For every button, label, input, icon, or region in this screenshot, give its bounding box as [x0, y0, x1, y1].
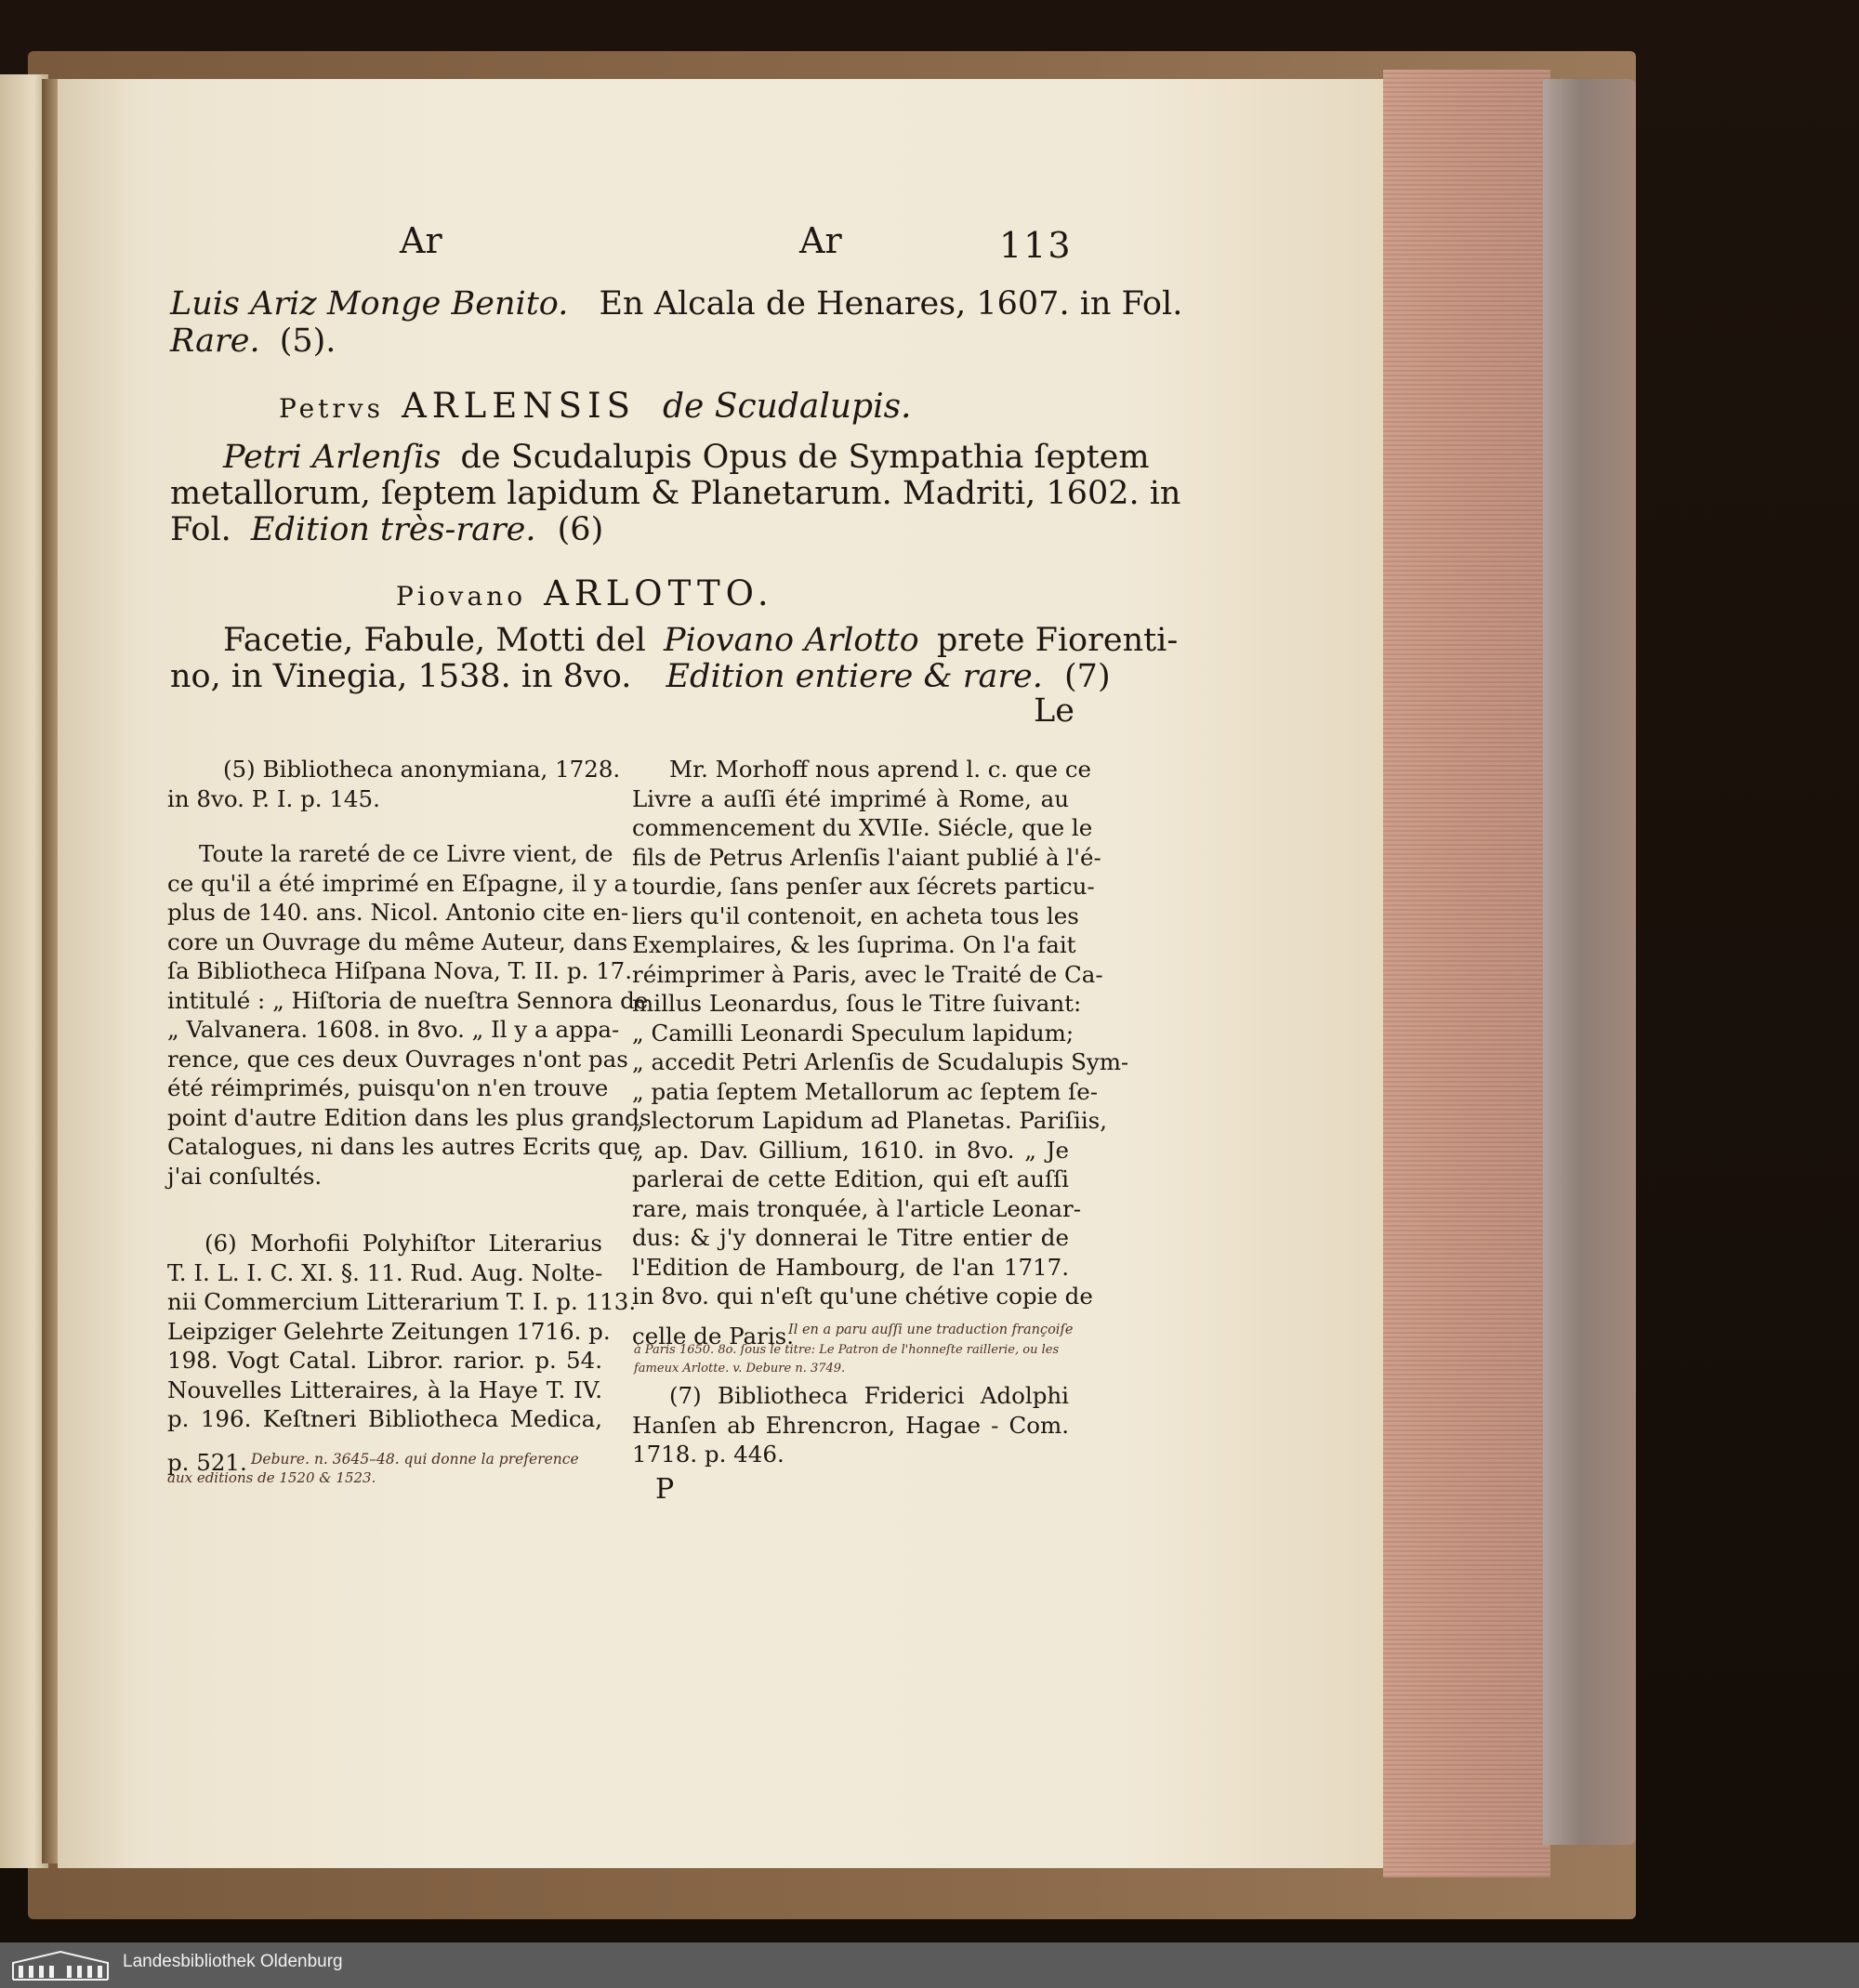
note6-line: 198. Vogt Catal. Libror. rarior. p. 54.: [167, 1347, 602, 1374]
heading-arlotto: ARLOTTO.: [544, 573, 774, 613]
entry1-note-ref: (6): [557, 511, 604, 548]
note5-comm-line: Catalogues, ni dans les autres Ecrits que: [167, 1133, 641, 1160]
entry2-note-ref: (7): [1064, 658, 1111, 695]
note5-commentary: [167, 840, 652, 1190]
entry1-line-3: [170, 511, 604, 548]
entry2-rarity: Edition entiere & rare.: [666, 658, 1043, 695]
heading-arlensis: ARLENSIS: [402, 386, 636, 426]
running-head-left: Ar: [400, 220, 442, 261]
right-comm-line: l'Edition de Hambourg, de l'an 1717.: [632, 1253, 1069, 1281]
right-comm-line: réimprimer à Paris, avec le Traité de Ca-: [632, 960, 1103, 988]
right-comm-last-line: celle de Paris.: [632, 1323, 795, 1349]
intro-line-1: [170, 285, 1183, 323]
note5-comm-line: point d'autre Edition dans les plus grands: [167, 1103, 652, 1131]
entry1-fol: Fol.: [170, 511, 231, 548]
note7-line: 1718. p. 446.: [632, 1441, 784, 1468]
back-board: [1543, 79, 1636, 1845]
intro-author: Luis Ariz Monge Benito.: [170, 285, 569, 323]
handwritten-note-left-b: aux editions de 1520 & 1523.: [167, 1469, 376, 1486]
note5-comm-line: j'ai conſultés.: [167, 1162, 323, 1190]
note5-comm-line: plus de 140. ans. Nicol. Antonio cite en-: [167, 899, 629, 926]
note6-last-line: p. 521.: [167, 1449, 247, 1476]
handwritten-note-right-c: fameux Arlotte. v. Debure n. 3749.: [634, 1362, 846, 1376]
note7-line: Hanſen ab Ehrencron, Hagae - Com.: [632, 1411, 1069, 1439]
heading-de-scudalupis: de Scudalupis.: [663, 388, 912, 426]
heading-piovano-arlotto: [396, 573, 774, 613]
library-name: Landesbibliothek Oldenburg: [123, 1952, 343, 1971]
right-comm-line: in 8vo. qui n'eſt qu'une chétive copie de: [632, 1283, 1093, 1310]
entry2-title-cont: prete Fiorenti-: [936, 622, 1179, 659]
intro-note-ref: (5).: [279, 323, 336, 360]
heading-petrus-arlensis: [279, 388, 912, 424]
heading-petrus: Petrvs: [279, 393, 384, 424]
note6-line: Leipziger Gelehrte Zeitungen 1716. p.: [167, 1317, 611, 1345]
note6-line: T. I. L. I. C. XI. §. 11. Rud. Aug. Nolte-: [167, 1258, 603, 1286]
note5-comm-line: été réimprimés, puisqu'on n'en trouve: [167, 1074, 609, 1101]
note5-comm-line: ſa Bibliotheca Hiſpana Nova, T. II. p. 17.: [167, 957, 633, 984]
intro-rare: Rare.: [170, 323, 260, 360]
right-comm-line: Exemplaires, & les ſuprima. On l'a fait: [632, 931, 1076, 958]
right-comm-line: parlerai de cette Edition, qui eſt auſſi: [632, 1165, 1069, 1192]
heading-piovano: Piovano: [396, 581, 527, 612]
right-comm-line: „ ap. Dav. Gillium, 1610. in 8vo. „ Je: [632, 1136, 1069, 1164]
right-comm-line: rare, mais tronquée, à l'article Leonar-: [632, 1194, 1081, 1222]
note5-comm-line: intitulé : „ Hiſtoria de nueſtra Sennora de: [167, 986, 649, 1014]
entry1-author: Petri Arlenſis: [223, 439, 442, 476]
note5-line-1: (5) Bibliotheca anonymiana, 1728.: [223, 756, 621, 783]
entry2-title: Facetie, Fabule, Motti del: [223, 622, 646, 659]
note6-line: Nouvelles Litteraires, à la Haye T. IV.: [167, 1376, 602, 1403]
note6-line: p. 196. Keſtneri Bibliotheca Medica,: [167, 1405, 602, 1432]
right-comm-line: Mr. Morhoff nous aprend l. c. que ce: [669, 756, 1092, 783]
right-comm-line: Livre a auſſi été imprimé à Rome, au: [632, 784, 1069, 812]
note7-line: (7) Bibliotheca Friderici Adolphi: [669, 1382, 1069, 1409]
entry1-title: de Scudalupis Opus de Sympathia ſeptem: [460, 439, 1150, 476]
entry2-line-1: [223, 622, 1179, 659]
right-comm-line: „ lectorum Lapidum ad Planetas. Pariſiis,: [632, 1107, 1108, 1134]
right-comm-line: fils de Petrus Arlenſis l'aiant publié à l'é-: [632, 843, 1101, 871]
note6-line: nii Commercium Litterarium T. I. p. 113.: [167, 1288, 637, 1315]
entry2-line-2: [170, 658, 1111, 695]
entry1-line-2: metallorum, ſeptem lapidum & Planetarum. Madriti, 1602. in: [170, 475, 1181, 512]
note-right-commentary: [632, 756, 1129, 1310]
note5-comm-line: Toute la rareté de ce Livre vient, de: [199, 840, 613, 867]
handwritten-note-right-a: Il en a paru auſſi une traduction françoiſe: [788, 1323, 1074, 1337]
note6: [167, 1230, 637, 1432]
note6-line: (6) Morhofii Polyhiſtor Literarius: [204, 1230, 602, 1257]
signature-mark: P: [655, 1473, 675, 1506]
intro-imprint: En Alcala de Henares, 1607. in Fol.: [599, 285, 1183, 323]
note5-line-2: in 8vo. P. I. p. 145.: [167, 785, 380, 812]
note7: [632, 1382, 1069, 1468]
intro-line-2: [170, 325, 336, 358]
note5-comm-line: ce qu'il a été imprimé en Eſpagne, il y a: [167, 869, 628, 897]
right-comm-line: „ patia ſeptem Metallorum ac ſeptem ſe-: [632, 1077, 1099, 1105]
right-comm-line: „ accedit Petri Arlenſis de Scudalupis Sym-: [632, 1048, 1129, 1075]
right-comm-line: commencement du XVIIe. Siécle, que le: [632, 814, 1093, 841]
right-comm-line: dus: & j'y donnerai le Titre entier de: [632, 1224, 1069, 1251]
right-comm-line: millus Leonardus, ſous le Titre ſuivant:: [632, 990, 1082, 1017]
handwritten-note-right-b: à Paris 1650. 8o. ſous le titre: Le Patron de l'honneſte raillerie, ou les: [634, 1343, 1060, 1357]
right-comm-line: „ Camilli Leonardi Speculum lapidum;: [632, 1019, 1075, 1047]
entry2-imprint: no, in Vinegia, 1538. in 8vo.: [170, 658, 632, 695]
handwritten-note-left-a: Debure. n. 3645–48. qui donne la preference: [251, 1451, 579, 1468]
note5-comm-line: rence, que ces deux Ouvrages n'ont pas: [167, 1045, 628, 1073]
library-logo-icon: [9, 1948, 112, 1981]
catchword: Le: [1034, 692, 1075, 730]
right-comm-line: tourdie, ſans penſer aux ſécrets particu-: [632, 873, 1095, 900]
page-number: 113: [999, 225, 1073, 266]
entry1-line-1: [223, 441, 1150, 474]
fore-edge: [1383, 70, 1550, 1877]
note5-comm-line: „ Valvanera. 1608. in 8vo. „ Il y a appa-: [167, 1016, 620, 1043]
entry2-author: Piovano Arlotto: [664, 622, 919, 659]
running-head-center: Ar: [799, 220, 842, 261]
entry1-rarity: Edition très-rare.: [250, 511, 536, 548]
right-comm-line: liers qu'il contenoit, en acheta tous les: [632, 902, 1079, 929]
note5-comm-line: core un Ouvrage du même Auteur, dans: [167, 928, 628, 955]
